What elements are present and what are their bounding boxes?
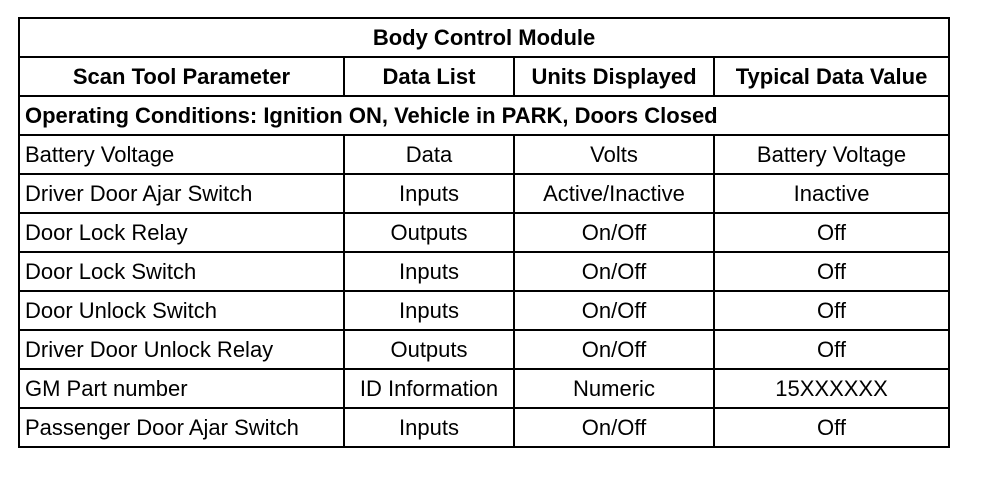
cell-parameter: Driver Door Unlock Relay — [19, 330, 344, 369]
cell-data-list: Outputs — [344, 213, 514, 252]
cell-units: Active/Inactive — [514, 174, 714, 213]
cell-units: On/Off — [514, 213, 714, 252]
header-typical-data-value: Typical Data Value — [714, 57, 949, 96]
cell-parameter: Driver Door Ajar Switch — [19, 174, 344, 213]
table-row — [19, 213, 949, 252]
title-row — [19, 18, 949, 57]
table-title: Body Control Module — [19, 18, 949, 57]
table-row — [19, 291, 949, 330]
table-row — [19, 408, 949, 447]
table-row — [19, 174, 949, 213]
cell-data-list: Inputs — [344, 291, 514, 330]
table-row — [19, 135, 949, 174]
cell-typical-value: Off — [714, 213, 949, 252]
cell-data-list: Outputs — [344, 330, 514, 369]
cell-typical-value: Battery Voltage — [714, 135, 949, 174]
cell-parameter: Passenger Door Ajar Switch — [19, 408, 344, 447]
cell-parameter: Door Unlock Switch — [19, 291, 344, 330]
cell-units: On/Off — [514, 252, 714, 291]
cell-units: On/Off — [514, 330, 714, 369]
table-row — [19, 369, 949, 408]
header-data-list: Data List — [344, 57, 514, 96]
cell-data-list: ID Information — [344, 369, 514, 408]
cell-typical-value: Off — [714, 408, 949, 447]
cell-parameter: Door Lock Switch — [19, 252, 344, 291]
cell-units: Numeric — [514, 369, 714, 408]
table-row — [19, 252, 949, 291]
cell-units: On/Off — [514, 291, 714, 330]
header-row — [19, 57, 949, 96]
cell-typical-value: Inactive — [714, 174, 949, 213]
cell-data-list: Data — [344, 135, 514, 174]
cell-units: Volts — [514, 135, 714, 174]
table-row — [19, 330, 949, 369]
operating-conditions: Operating Conditions: Ignition ON, Vehicle in PARK, Doors Closed — [19, 96, 949, 135]
cell-typical-value: Off — [714, 330, 949, 369]
header-scan-tool-parameter: Scan Tool Parameter — [19, 57, 344, 96]
cell-parameter: Door Lock Relay — [19, 213, 344, 252]
cell-units: On/Off — [514, 408, 714, 447]
cell-typical-value: 15XXXXXX — [714, 369, 949, 408]
data-table-container — [18, 17, 948, 448]
cell-typical-value: Off — [714, 252, 949, 291]
header-units-displayed: Units Displayed — [514, 57, 714, 96]
table-body — [19, 96, 949, 447]
cell-data-list: Inputs — [344, 174, 514, 213]
cell-data-list: Inputs — [344, 252, 514, 291]
cell-data-list: Inputs — [344, 408, 514, 447]
body-control-module-table — [18, 17, 950, 448]
cell-parameter: Battery Voltage — [19, 135, 344, 174]
cell-typical-value: Off — [714, 291, 949, 330]
operating-conditions-row — [19, 96, 949, 135]
cell-parameter: GM Part number — [19, 369, 344, 408]
